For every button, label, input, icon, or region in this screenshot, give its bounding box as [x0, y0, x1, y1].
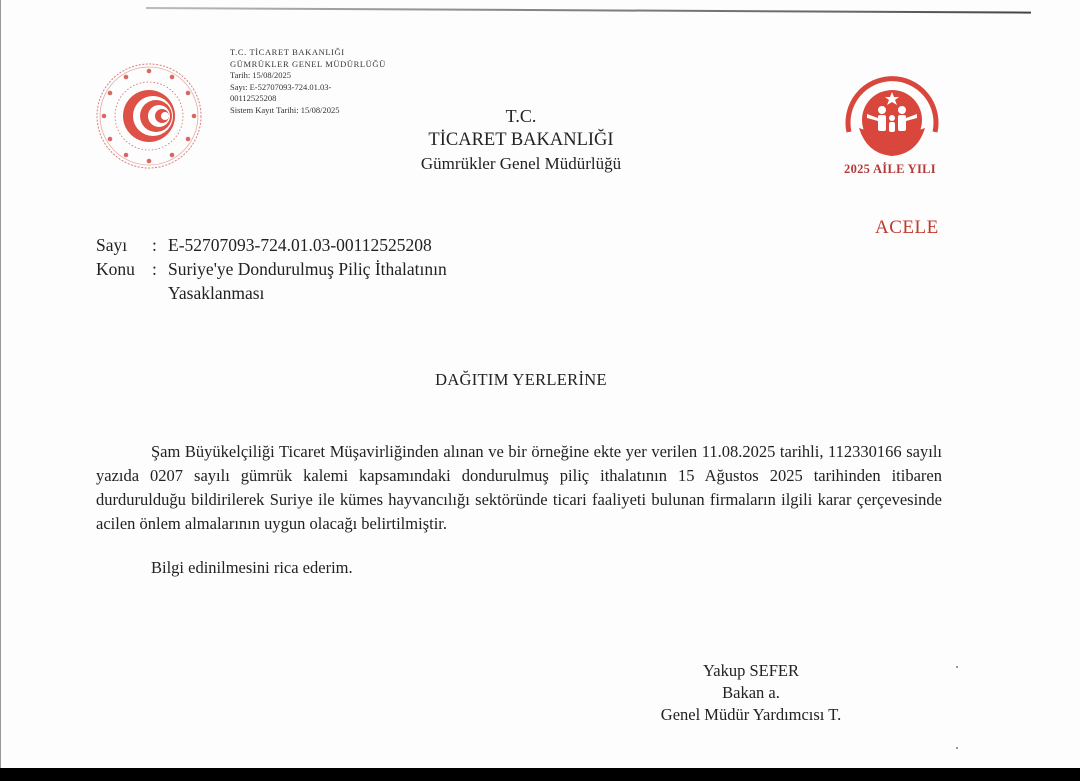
closing-line: Bilgi edinilmesini rica ederim. — [151, 558, 353, 577]
stamp-registry-date: Sistem Kayıt Tarihi: 15/08/2025 — [230, 104, 340, 115]
letterhead-ministry: TİCARET BAKANLIĞI — [428, 130, 614, 150]
stamp-ministry: T.C. TİCARET BAKANLIĞI — [230, 47, 345, 57]
signatory-on-behalf: Bakan a. — [722, 683, 780, 702]
subject-value: Suriye'ye Dondurulmuş Piliç İthalatının Yasaklanması — [168, 259, 447, 303]
family-year-caption: 2025 AİLE YILI — [844, 162, 936, 176]
distribution-heading: DAĞITIM YERLERİNE — [435, 370, 607, 389]
stamp-number-2: 00112525208 — [230, 93, 277, 103]
stamp-date: Tarih: 15/08/2025 — [230, 70, 292, 80]
subject-row — [96, 257, 528, 305]
stamp-directorate: GÜMRÜKLER GENEL MÜDÜRLÜĞÜ — [230, 58, 386, 69]
letterhead — [381, 104, 661, 176]
subject-colon: : — [152, 259, 157, 279]
letterhead-directorate: Gümrükler Genel Müdürlüğü — [420, 154, 622, 173]
letterhead-tc: T.C. — [505, 106, 537, 126]
scan-speck — [956, 747, 958, 749]
number-row — [96, 233, 528, 257]
signature-block — [601, 660, 901, 726]
signatory-title: Genel Müdür Yardımcısı T. — [660, 705, 842, 724]
signatory-name: Yakup SEFER — [703, 661, 799, 680]
scan-speck — [956, 666, 958, 668]
number-colon: : — [152, 235, 157, 255]
number-label: Sayı — [96, 235, 128, 255]
family-year-logo-icon — [837, 62, 947, 172]
stamp-number-1: Sayı: E-52707093-724.01.03- — [230, 81, 332, 92]
subject-label: Konu — [96, 259, 135, 279]
letter-body — [96, 440, 942, 536]
document-meta — [96, 233, 528, 305]
registry-stamp — [230, 47, 386, 116]
ministry-seal-icon — [95, 62, 203, 170]
number-value: E-52707093-724.01.03-00112525208 — [168, 235, 432, 255]
body-paragraph: Şam Büyükelçiliği Ticaret Müşavirliğinden alınan ve bir örneğine ekte yer verilen 11.08.2025 tarihli, 112330166 sayılı yazıda 0207 sayılı gümrük kalemi kapsamındaki dondurulmuş piliç ithalatının 15 Ağustos 2025 tarihinden itibaren durdurulduğu bildirilerek Suriye ile kümes hayvancılığı sektöründe ticari faaliyeti bulunan firmaların ilgili karar çerçevesinde acilen önlem almalarının uygun olacağı belirtilmiştir. — [96, 442, 942, 533]
scan-bottom-border — [0, 768, 1080, 781]
urgent-label: ACELE — [875, 217, 939, 238]
scan-edge-line — [146, 7, 1031, 14]
